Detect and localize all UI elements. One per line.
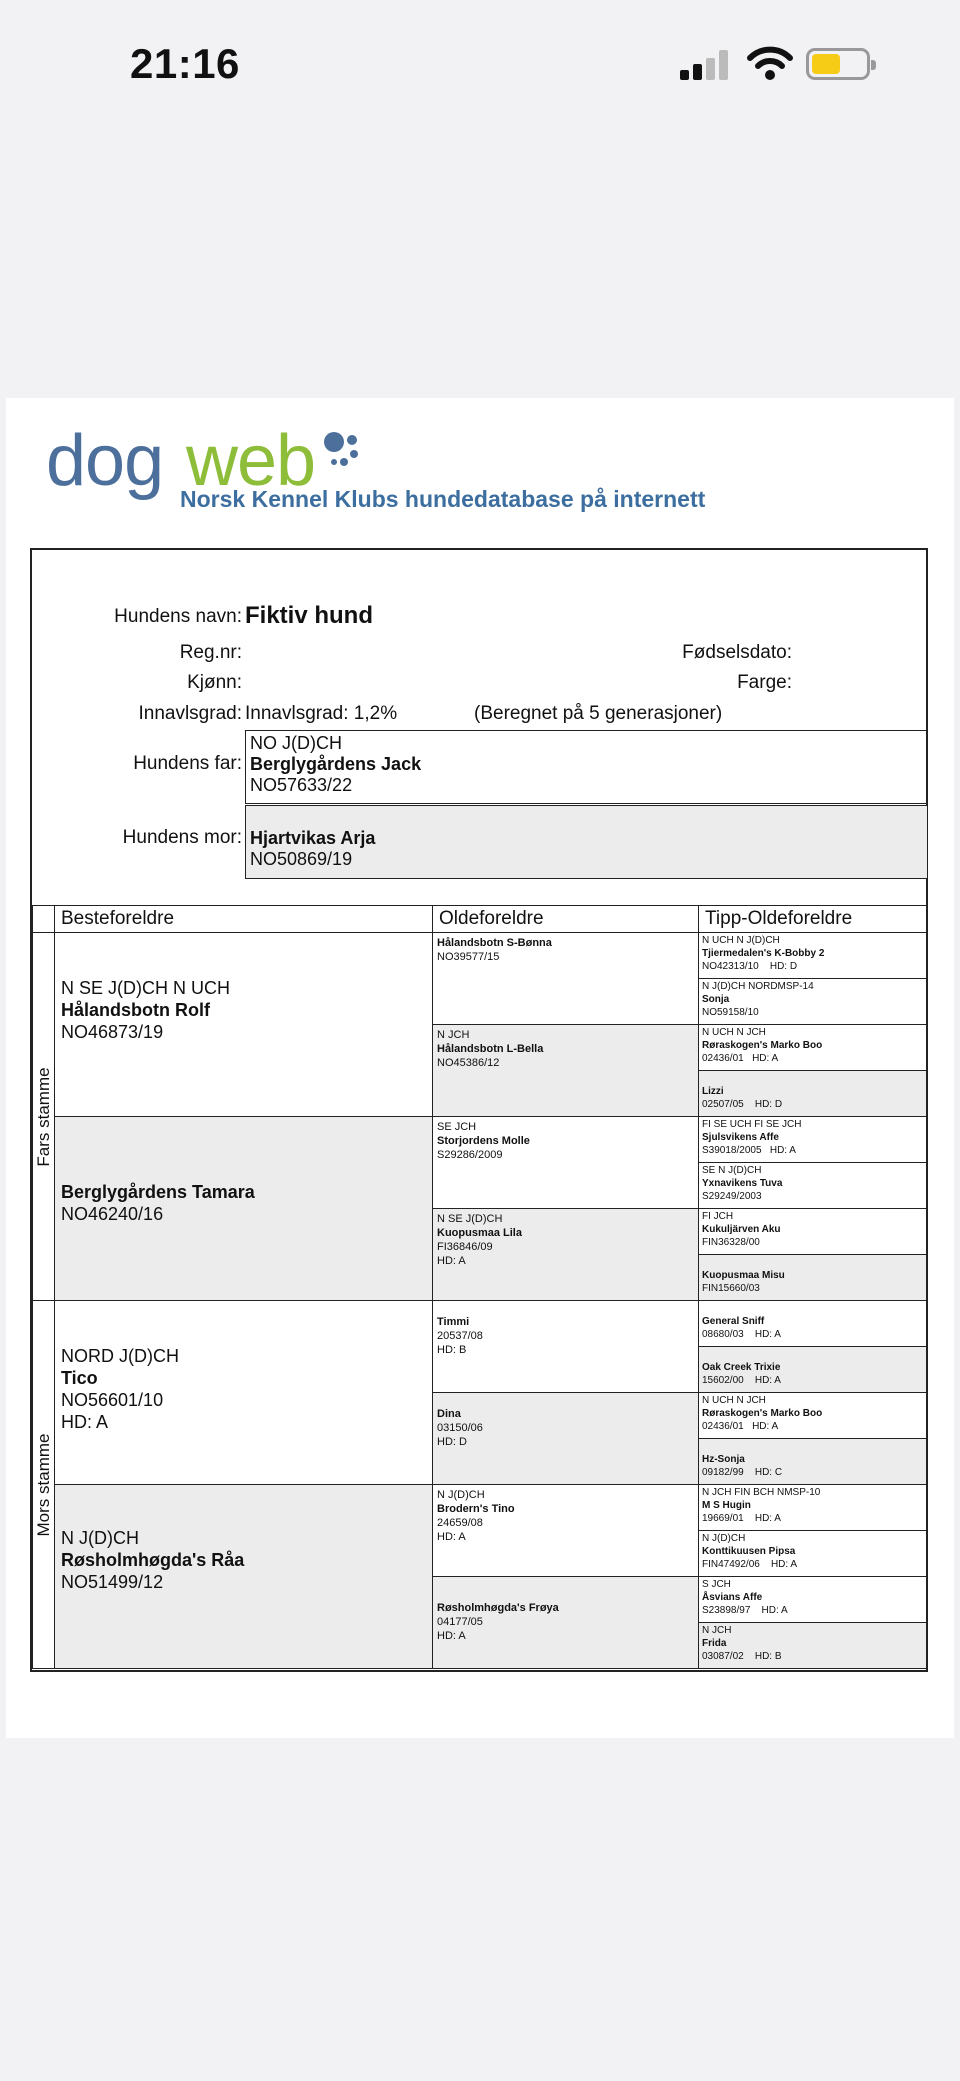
gggp-name: Konttikuusen Pipsa — [702, 1546, 796, 1557]
gg-grandparent-cell — [699, 933, 927, 979]
pedigree-frame — [30, 548, 928, 1672]
great-grandparent-cell — [433, 1485, 699, 1577]
gggp-title: N JCH — [702, 1625, 732, 1636]
birth-label: Fødselsdato: — [682, 642, 792, 663]
dogweb-logo — [46, 420, 746, 520]
gg-grandparent-cell — [699, 1347, 927, 1393]
gggp-name: Røraskogen's Marko Boo — [702, 1408, 823, 1419]
father-title: NO J(D)CH — [250, 733, 342, 753]
gggp-reg: 15602/00 — [702, 1375, 744, 1386]
gggp-reg: 02436/01 — [702, 1053, 744, 1064]
gggp-name: Sonja — [702, 994, 730, 1005]
gggp-title: N J(D)CH NORDMSP-14 — [702, 981, 814, 992]
sex-label: Kjønn: — [187, 672, 242, 693]
gggp-name: Yxnavikens Tuva — [702, 1178, 783, 1189]
gggp-reg: FIN47492/06 — [702, 1559, 760, 1570]
gggp-reg: 19669/01 — [702, 1513, 744, 1524]
header-gg-grandparents: Tipp-Oldeforeldre — [699, 906, 927, 933]
gggp-reg: 08680/03 — [702, 1329, 744, 1340]
gggp-reg: S23898/97 — [702, 1605, 751, 1616]
gggp-hd: HD: A — [769, 1145, 796, 1156]
ggp-title: N J(D)CH — [437, 1489, 485, 1501]
gggp-reg: 09182/99 — [702, 1467, 744, 1478]
cellular-signal-icon — [680, 50, 732, 80]
gggp-title: S JCH — [702, 1579, 731, 1590]
gggp-reg: FIN36328/00 — [702, 1237, 760, 1248]
gg-grandparent-cell — [699, 1393, 927, 1439]
gggp-name: Sjulsvikens Affe — [702, 1132, 779, 1143]
gg-grandparent-cell — [699, 1209, 927, 1255]
ggp-title: SE JCH — [437, 1121, 477, 1133]
ggp-name: Dina — [437, 1408, 461, 1420]
logo-dog-text: dog — [46, 421, 164, 501]
great-grandparent-cell — [433, 1025, 699, 1117]
ggp-hd: HD: A — [437, 1255, 466, 1267]
gg-grandparent-cell — [699, 1485, 927, 1531]
ggp-name: Kuopusmaa Lila — [437, 1227, 522, 1239]
gp-title: N SE J(D)CH N UCH — [61, 978, 230, 998]
ggp-name: Hålandsbotn S-Bønna — [437, 937, 552, 949]
mother-name: Hjartvikas Arja — [250, 828, 376, 848]
gg-grandparent-cell — [699, 1531, 927, 1577]
ggp-title: N JCH — [437, 1029, 470, 1041]
gggp-hd: HD: D — [754, 1099, 783, 1110]
great-grandparent-cell — [433, 1577, 699, 1669]
gggp-title: SE N J(D)CH — [702, 1165, 762, 1176]
father-name: Berglygårdens Jack — [250, 754, 422, 774]
gggp-title: N J(D)CH — [702, 1533, 746, 1544]
gggp-title: N JCH FIN BCH NMSP-10 — [702, 1487, 821, 1498]
status-bar — [0, 0, 960, 130]
great-grandparent-cell — [433, 933, 699, 1025]
gggp-reg: 02436/01 — [702, 1421, 744, 1432]
side-mother — [33, 1301, 55, 1669]
inbreeding-value: Innavlsgrad: 1,2% — [245, 703, 398, 724]
pedigree-table — [32, 905, 927, 1669]
gggp-reg: 02507/05 — [702, 1099, 744, 1110]
gp-reg: NO46240/16 — [61, 1204, 164, 1224]
gggp-name: Frida — [702, 1638, 727, 1649]
logo-web-text: web — [186, 421, 316, 501]
gggp-name: Oak Creek Trixie — [702, 1362, 781, 1373]
gggp-hd: HD: A — [770, 1559, 798, 1570]
gggp-hd: HD: D — [769, 961, 798, 972]
father-label: Hundens far: — [133, 753, 242, 774]
ggp-reg: 04177/05 — [437, 1616, 483, 1628]
gggp-title: FI JCH — [702, 1211, 734, 1222]
header-great-grandparents: Oldeforeldre — [433, 906, 699, 933]
great-grandparent-cell — [433, 1117, 699, 1209]
father-lineage-label: Fars stamme — [33, 1066, 53, 1167]
gggp-hd: HD: A — [761, 1605, 788, 1616]
ggp-reg: NO39577/15 — [437, 951, 500, 963]
gggp-reg: NO59158/10 — [702, 1007, 759, 1018]
gg-grandparent-cell — [699, 1623, 927, 1669]
gggp-name: Kukuljärven Aku — [702, 1224, 781, 1235]
grandparent-cell — [55, 1117, 433, 1301]
gp-reg: NO51499/12 — [61, 1572, 164, 1592]
ggp-reg: 20537/08 — [437, 1330, 483, 1342]
ggp-hd: HD: B — [437, 1344, 467, 1356]
ggp-reg: S29286/2009 — [437, 1149, 503, 1161]
gggp-hd: HD: A — [754, 1513, 781, 1524]
pedigree-document — [6, 398, 954, 1738]
gggp-title: N UCH N J(D)CH — [702, 935, 780, 946]
mother-label: Hundens mor: — [122, 827, 242, 848]
gp-name: Tico — [61, 1368, 98, 1388]
gggp-hd: HD: C — [754, 1467, 783, 1478]
gp-reg: NO56601/10 — [61, 1390, 164, 1410]
ggp-title: N SE J(D)CH — [437, 1213, 503, 1225]
gg-grandparent-cell — [699, 1577, 927, 1623]
gp-name: Berglygårdens Tamara — [61, 1182, 255, 1202]
gggp-reg: NO42313/10 — [702, 961, 759, 972]
pedigree-header-row — [33, 906, 927, 933]
ggp-reg: 03150/06 — [437, 1422, 483, 1434]
gggp-hd: HD: B — [754, 1651, 782, 1662]
inbreeding-note: (Beregnet på 5 generasjoner) — [474, 703, 723, 724]
gp-name: Røsholmhøgda's Råa — [61, 1550, 245, 1570]
ggp-reg: FI36846/09 — [437, 1241, 493, 1253]
gggp-name: Kuopusmaa Misu — [702, 1270, 785, 1281]
gggp-reg: 03087/02 — [702, 1651, 744, 1662]
gp-hd: HD: A — [61, 1412, 109, 1432]
wifi-icon — [746, 46, 794, 82]
ggp-name: Timmi — [437, 1316, 470, 1328]
ggp-reg: NO45386/12 — [437, 1057, 500, 1069]
regnr-label: Reg.nr: — [179, 642, 242, 663]
battery-icon — [806, 48, 870, 80]
gp-name: Hålandsbotn Rolf — [61, 1000, 210, 1020]
mother-lineage-label: Mors stamme — [33, 1433, 53, 1536]
father-box — [245, 730, 928, 804]
dog-name: Fiktiv hund — [245, 602, 373, 629]
gggp-name: General Sniff — [702, 1316, 765, 1327]
gg-grandparent-cell — [699, 1439, 927, 1485]
great-grandparent-cell — [433, 1393, 699, 1485]
logo-tagline: Norsk Kennel Klubs hundedatabase på internett — [180, 486, 706, 512]
gggp-hd: HD: A — [752, 1421, 779, 1432]
clock: 21:16 — [130, 40, 240, 87]
gg-grandparent-cell — [699, 1301, 927, 1347]
gggp-title: N UCH N JCH — [702, 1395, 766, 1406]
gggp-title: N UCH N JCH — [702, 1027, 766, 1038]
gp-title: N J(D)CH — [61, 1528, 139, 1548]
gggp-name: Tjiermedalen's K-Bobby 2 — [702, 948, 825, 959]
gg-grandparent-cell — [699, 979, 927, 1025]
gggp-name: Hz-Sonja — [702, 1454, 745, 1465]
header-grandparents: Besteforeldre — [55, 906, 433, 933]
gggp-name: Åsvians Affe — [702, 1592, 763, 1603]
gggp-hd: HD: A — [752, 1053, 779, 1064]
ggp-name: Storjordens Molle — [437, 1135, 530, 1147]
gggp-name: Røraskogen's Marko Boo — [702, 1040, 823, 1051]
great-grandparent-cell — [433, 1301, 699, 1393]
mother-reg: NO50869/19 — [250, 849, 353, 869]
gggp-hd: HD: A — [754, 1329, 781, 1340]
gggp-hd: HD: A — [754, 1375, 781, 1386]
gp-reg: NO46873/19 — [61, 1022, 164, 1042]
header-spacer — [33, 906, 55, 933]
ggp-name: Brodern's Tino — [437, 1503, 515, 1515]
gggp-name: M S Hugin — [702, 1500, 751, 1511]
ggp-hd: HD: A — [437, 1630, 466, 1642]
ggp-name: Hålandsbotn L-Bella — [437, 1043, 544, 1055]
ggp-hd: HD: A — [437, 1531, 466, 1543]
mother-box — [245, 805, 928, 879]
gggp-reg: FIN15660/03 — [702, 1283, 760, 1294]
name-label: Hundens navn: — [114, 606, 242, 627]
inbreeding-label: Innavlsgrad: — [138, 703, 242, 724]
logo-dots-icon — [322, 428, 382, 478]
side-father — [33, 933, 55, 1301]
gp-title: NORD J(D)CH — [61, 1346, 179, 1366]
gg-grandparent-cell — [699, 1117, 927, 1163]
grandparent-cell — [55, 1485, 433, 1669]
gg-grandparent-cell — [699, 1163, 927, 1209]
ggp-name: Røsholmhøgda's Frøya — [437, 1602, 559, 1614]
gg-grandparent-cell — [699, 1071, 927, 1117]
ggp-hd: HD: D — [437, 1436, 467, 1448]
gggp-title: FI SE UCH FI SE JCH — [702, 1119, 802, 1130]
gggp-reg: S39018/2005 — [702, 1145, 762, 1156]
gggp-reg: S29249/2003 — [702, 1191, 762, 1202]
gggp-name: Lizzi — [702, 1086, 724, 1097]
grandparent-cell — [55, 1301, 433, 1485]
father-reg: NO57633/22 — [250, 775, 353, 795]
great-grandparent-cell — [433, 1209, 699, 1301]
color-label: Farge: — [737, 672, 792, 693]
gg-grandparent-cell — [699, 1255, 927, 1301]
grandparent-cell — [55, 933, 433, 1117]
ggp-reg: 24659/08 — [437, 1517, 483, 1529]
gg-grandparent-cell — [699, 1025, 927, 1071]
